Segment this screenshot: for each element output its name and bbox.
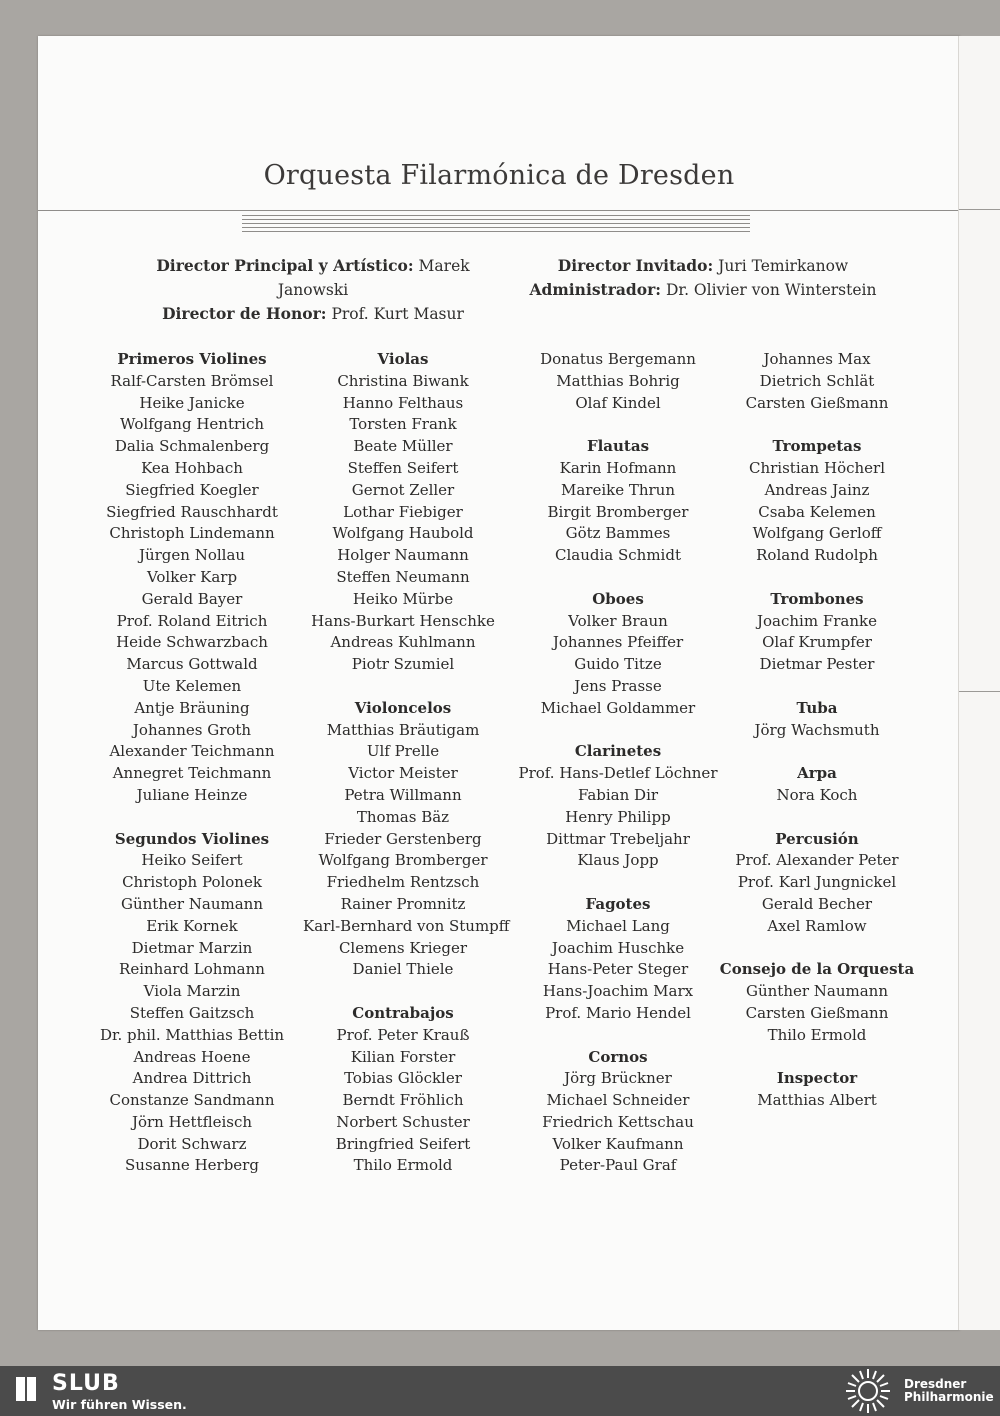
roster-column-3 bbox=[518, 349, 718, 1177]
musician-name: Johannes Max bbox=[763, 350, 871, 368]
musician-name: Carsten Gießmann bbox=[745, 393, 889, 412]
section-title: Oboes bbox=[592, 589, 644, 608]
roster-column-2 bbox=[303, 349, 510, 1177]
adjacent-page-edge bbox=[958, 36, 1000, 1330]
staff-lines-ornament bbox=[242, 215, 750, 235]
director-name: Prof. Kurt Masur bbox=[331, 305, 464, 323]
musician-name: Michael Goldammer bbox=[540, 698, 696, 717]
section-title: Tuba bbox=[796, 698, 838, 717]
director-role: Director Invitado: bbox=[557, 256, 714, 275]
musician-name: Constanze Sandmann bbox=[109, 1091, 275, 1110]
section-title: Percusión bbox=[775, 829, 859, 848]
director-name: Marek Janowski bbox=[277, 257, 470, 299]
musician-name: Heiko Seifert bbox=[141, 851, 243, 870]
musician-name: Dittmar Trebeljahr bbox=[546, 829, 690, 848]
section bbox=[718, 349, 916, 414]
section bbox=[518, 349, 718, 414]
musician-name: Dorit Schwarz bbox=[137, 1134, 247, 1153]
musician-name: Volker Kaufmann bbox=[552, 1134, 684, 1153]
musician-name: Wolfgang Gerloff bbox=[752, 524, 882, 543]
musician-name: Steffen Gaitzsch bbox=[129, 1003, 255, 1022]
section bbox=[718, 589, 916, 676]
musician-name: Karl-Bernhard von Stumpff bbox=[303, 916, 510, 935]
section-title: Violoncelos bbox=[354, 698, 452, 717]
section-title: Contrabajos bbox=[352, 1003, 454, 1022]
musician-name: Susanne Herberg bbox=[125, 1156, 259, 1175]
musician-name: Volker Karp bbox=[146, 567, 238, 586]
library-tagline: Wir führen Wissen. bbox=[52, 1397, 187, 1412]
director-line bbox=[508, 278, 898, 302]
musician-name: Thomas Bäz bbox=[356, 807, 450, 826]
section bbox=[518, 436, 718, 567]
musician-name: Olaf Krumpfer bbox=[762, 633, 872, 652]
musician-name: Michael Lang bbox=[566, 916, 670, 935]
musician-name: Tobias Glöckler bbox=[344, 1069, 462, 1088]
musician-name: Steffen Neumann bbox=[336, 567, 470, 586]
musician-name: Siegfried Rauschhardt bbox=[106, 502, 278, 521]
musician-name: Marcus Gottwald bbox=[126, 655, 258, 674]
musician-name: Andreas Kuhlmann bbox=[330, 633, 476, 652]
musician-name: Klaus Jopp bbox=[577, 851, 659, 870]
section bbox=[518, 741, 718, 872]
musician-name: Gerald Becher bbox=[761, 894, 873, 913]
directors-right bbox=[508, 254, 898, 302]
section bbox=[303, 1003, 503, 1177]
page-title: Orquesta Filarmónica de Dresden bbox=[263, 160, 735, 191]
musician-name: Juliane Heinze bbox=[136, 785, 248, 804]
musician-name: Mareike Thrun bbox=[560, 480, 676, 499]
musician-name: Hans-Joachim Marx bbox=[542, 982, 694, 1001]
musician-name: Ulf Prelle bbox=[366, 742, 440, 761]
partner-name-line1: Dresdner bbox=[904, 1377, 967, 1391]
musician-name: Matthias Albert bbox=[757, 1091, 877, 1110]
musician-name: Joachim Huschke bbox=[551, 938, 685, 957]
musician-name: Axel Ramlow bbox=[767, 916, 867, 935]
musician-name: Claudia Schmidt bbox=[555, 546, 681, 565]
musician-name: Petra Willmann bbox=[344, 785, 462, 804]
musician-name: Kilian Forster bbox=[350, 1047, 456, 1066]
musician-name: Christoph Lindemann bbox=[109, 524, 275, 543]
musician-name: Lothar Fiebiger bbox=[343, 502, 463, 521]
musician-name: Kea Hohbach bbox=[141, 458, 243, 477]
musician-name: Gernot Zeller bbox=[351, 480, 455, 499]
musician-name: Andreas Jainz bbox=[764, 480, 870, 499]
musician-name: Frieder Gerstenberg bbox=[324, 829, 482, 848]
musician-name: Christoph Polonek bbox=[122, 873, 262, 892]
musician-name: Olaf Kindel bbox=[575, 393, 661, 412]
section-title: Violas bbox=[377, 350, 429, 368]
library-name: SLUB bbox=[52, 1371, 120, 1396]
section-title: Arpa bbox=[797, 764, 837, 783]
musician-name: Annegret Teichmann bbox=[112, 764, 272, 783]
musician-name: Michael Schneider bbox=[546, 1091, 690, 1110]
partner-name-line2: Philharmonie bbox=[904, 1390, 994, 1404]
section bbox=[718, 1068, 916, 1112]
section bbox=[303, 349, 503, 676]
book-icon bbox=[14, 1374, 40, 1404]
musician-name: Piotr Szumiel bbox=[351, 655, 455, 674]
musician-name: Götz Bammes bbox=[565, 524, 671, 543]
musician-name: Henry Philipp bbox=[565, 807, 671, 826]
section-title: Segundos Violines bbox=[114, 829, 270, 848]
director-role: Director de Honor: bbox=[162, 304, 327, 323]
section bbox=[92, 829, 292, 1178]
musician-name: Daniel Thiele bbox=[352, 960, 454, 979]
musician-name: Johannes Pfeiffer bbox=[552, 633, 684, 652]
musician-name: Guido Titze bbox=[574, 655, 662, 674]
musician-name: Hans-Peter Steger bbox=[547, 960, 689, 979]
musician-name: Joachim Franke bbox=[757, 611, 877, 630]
section-title: Fagotes bbox=[585, 894, 651, 913]
section-title: Flautas bbox=[586, 437, 650, 456]
section bbox=[718, 959, 916, 1046]
musician-name: Clemens Krieger bbox=[338, 938, 468, 957]
musician-name: Wolfgang Haubold bbox=[332, 524, 474, 543]
musician-name: Peter-Paul Graf bbox=[559, 1156, 677, 1175]
musician-name: Beate Müller bbox=[353, 437, 453, 456]
footer-bar bbox=[0, 1366, 1000, 1416]
musician-name: Dietmar Marzin bbox=[131, 938, 253, 957]
musician-name: Carsten Gießmann bbox=[745, 1003, 889, 1022]
musician-name: Dietmar Pester bbox=[759, 655, 875, 674]
directors-left bbox=[128, 254, 498, 326]
section-title: Trombones bbox=[770, 589, 864, 608]
musician-name: Hans-Burkart Henschke bbox=[311, 611, 495, 630]
musician-name: Prof. Alexander Peter bbox=[735, 851, 899, 870]
musician-name: Prof. Peter Krauß bbox=[336, 1025, 470, 1044]
musician-name: Donatus Bergemann bbox=[540, 350, 696, 368]
director-role: Administrador: bbox=[529, 280, 661, 299]
director-line bbox=[128, 254, 498, 302]
section bbox=[92, 349, 292, 807]
musician-name: Thilo Ermold bbox=[353, 1156, 453, 1175]
musician-name: Friedrich Kettschau bbox=[542, 1112, 694, 1131]
musician-name: Prof. Karl Jungnickel bbox=[737, 873, 897, 892]
musician-name: Volker Braun bbox=[568, 611, 668, 630]
program-page bbox=[38, 36, 960, 1330]
musician-name: Erik Kornek bbox=[146, 916, 238, 935]
musician-name: Wolfgang Bromberger bbox=[318, 851, 488, 870]
musician-name: Andreas Hoene bbox=[133, 1047, 251, 1066]
musician-name: Holger Naumann bbox=[337, 546, 469, 565]
musician-name: Heiko Mürbe bbox=[352, 589, 454, 608]
section bbox=[303, 698, 510, 981]
musician-name: Ralf-Carsten Brömsel bbox=[110, 371, 274, 390]
section bbox=[518, 894, 718, 1025]
section bbox=[518, 589, 718, 720]
musician-name: Matthias Bohrig bbox=[556, 371, 680, 390]
section bbox=[718, 698, 916, 742]
musician-name: Norbert Schuster bbox=[336, 1112, 470, 1131]
musician-name: Jens Prasse bbox=[574, 676, 662, 695]
musician-name: Dietrich Schlät bbox=[759, 371, 875, 390]
section-title: Inspector bbox=[776, 1069, 858, 1088]
musician-name: Victor Meister bbox=[348, 764, 458, 783]
director-role: Director Principal y Artístico: bbox=[156, 256, 414, 275]
musician-name: Dr. phil. Matthias Bettin bbox=[99, 1025, 285, 1044]
director-name: Dr. Olivier von Winterstein bbox=[665, 281, 877, 299]
title-divider bbox=[38, 210, 960, 211]
section-title: Consejo de la Orquesta bbox=[719, 960, 915, 979]
roster-column-4 bbox=[718, 349, 916, 1112]
musician-name: Hanno Felthaus bbox=[342, 393, 464, 412]
musician-name: Csaba Kelemen bbox=[758, 502, 876, 521]
musician-name: Jörn Hettfleisch bbox=[131, 1112, 253, 1131]
musician-name: Prof. Hans-Detlef Löchner bbox=[518, 764, 718, 783]
musician-name: Heike Janicke bbox=[139, 393, 245, 412]
section-title: Trompetas bbox=[772, 437, 862, 456]
partner-name bbox=[904, 1378, 994, 1404]
musician-name: Andrea Dittrich bbox=[132, 1069, 252, 1088]
musician-name: Christina Biwank bbox=[337, 371, 469, 390]
section-title: Cornos bbox=[588, 1047, 648, 1066]
musician-name: Dalia Schmalenberg bbox=[114, 437, 270, 456]
director-line bbox=[128, 302, 498, 326]
musician-name: Roland Rudolph bbox=[756, 546, 878, 565]
musician-name: Matthias Bräutigam bbox=[326, 720, 480, 739]
musician-name: Fabian Dir bbox=[577, 785, 659, 804]
musician-name: Wolfgang Hentrich bbox=[119, 415, 265, 434]
musician-name: Antje Bräuning bbox=[134, 698, 250, 717]
director-name: Juri Temirkanow bbox=[718, 257, 849, 275]
musician-name: Johannes Groth bbox=[132, 720, 252, 739]
musician-name: Nora Koch bbox=[776, 785, 858, 804]
musician-name: Torsten Frank bbox=[349, 415, 457, 434]
musician-name: Alexander Teichmann bbox=[109, 742, 275, 761]
section-title: Clarinetes bbox=[574, 742, 662, 761]
roster-column-1 bbox=[92, 349, 292, 1177]
musician-name: Heide Schwarzbach bbox=[116, 633, 268, 652]
musician-name: Steffen Seifert bbox=[347, 458, 459, 477]
section bbox=[718, 436, 916, 567]
musician-name: Berndt Fröhlich bbox=[342, 1091, 464, 1110]
musician-name: Gerald Bayer bbox=[141, 589, 243, 608]
musician-name: Jörg Brückner bbox=[564, 1069, 672, 1088]
sunburst-logo-icon bbox=[842, 1366, 894, 1416]
musician-name: Prof. Mario Hendel bbox=[545, 1003, 691, 1022]
musician-name: Siegfried Koegler bbox=[125, 480, 259, 499]
musician-name: Reinhard Lohmann bbox=[119, 960, 265, 979]
musician-name: Birgit Bromberger bbox=[547, 502, 689, 521]
musician-name: Günther Naumann bbox=[120, 894, 264, 913]
musician-name: Prof. Roland Eitrich bbox=[116, 611, 268, 630]
musician-name: Viola Marzin bbox=[143, 982, 241, 1001]
musician-name: Friedhelm Rentzsch bbox=[326, 873, 480, 892]
section bbox=[718, 763, 916, 807]
musician-name: Karin Hofmann bbox=[559, 458, 677, 477]
section bbox=[718, 829, 916, 938]
director-line bbox=[508, 254, 898, 278]
musician-name: Jürgen Nollau bbox=[138, 546, 246, 565]
musician-name: Christian Höcherl bbox=[748, 458, 886, 477]
musician-name: Bringfried Seifert bbox=[335, 1134, 471, 1153]
section bbox=[518, 1047, 718, 1178]
musician-name: Rainer Promnitz bbox=[340, 894, 466, 913]
musician-name: Thilo Ermold bbox=[767, 1025, 867, 1044]
musician-name: Günther Naumann bbox=[745, 982, 889, 1001]
section-title: Primeros Violines bbox=[117, 350, 267, 368]
musician-name: Ute Kelemen bbox=[142, 676, 242, 695]
musician-name: Jörg Wachsmuth bbox=[754, 720, 880, 739]
